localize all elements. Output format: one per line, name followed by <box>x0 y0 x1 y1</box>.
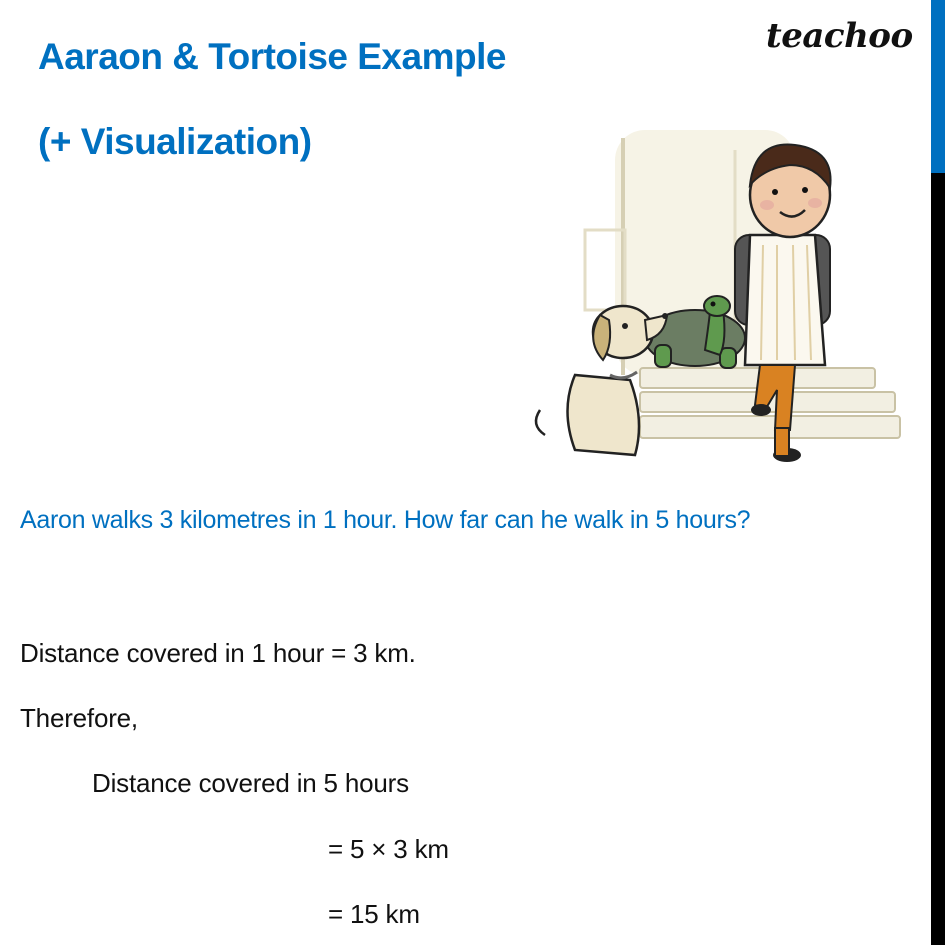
solution-line-5: = 15 km <box>328 899 420 929</box>
illustration-boy-tortoise-dog <box>505 110 905 480</box>
solution-line-4: = 5 × 3 km <box>328 834 449 864</box>
side-accent-bar-black <box>931 173 945 945</box>
page-subtitle: (+ Visualization) <box>38 121 312 162</box>
teachoo-logo: teachoo <box>766 16 913 56</box>
boy-icon <box>735 145 831 463</box>
page-title: Aaraon & Tortoise Example <box>38 36 506 77</box>
solution-line-1: Distance covered in 1 hour = 3 km. <box>20 638 416 668</box>
question-text: Aaron walks 3 kilometres in 1 hour. How far can he walk in 5 hours? <box>20 506 751 534</box>
solution-line-2: Therefore, <box>20 703 138 733</box>
solution-line-3: Distance covered in 5 hours <box>92 768 409 798</box>
side-accent-bar-blue <box>931 0 945 173</box>
